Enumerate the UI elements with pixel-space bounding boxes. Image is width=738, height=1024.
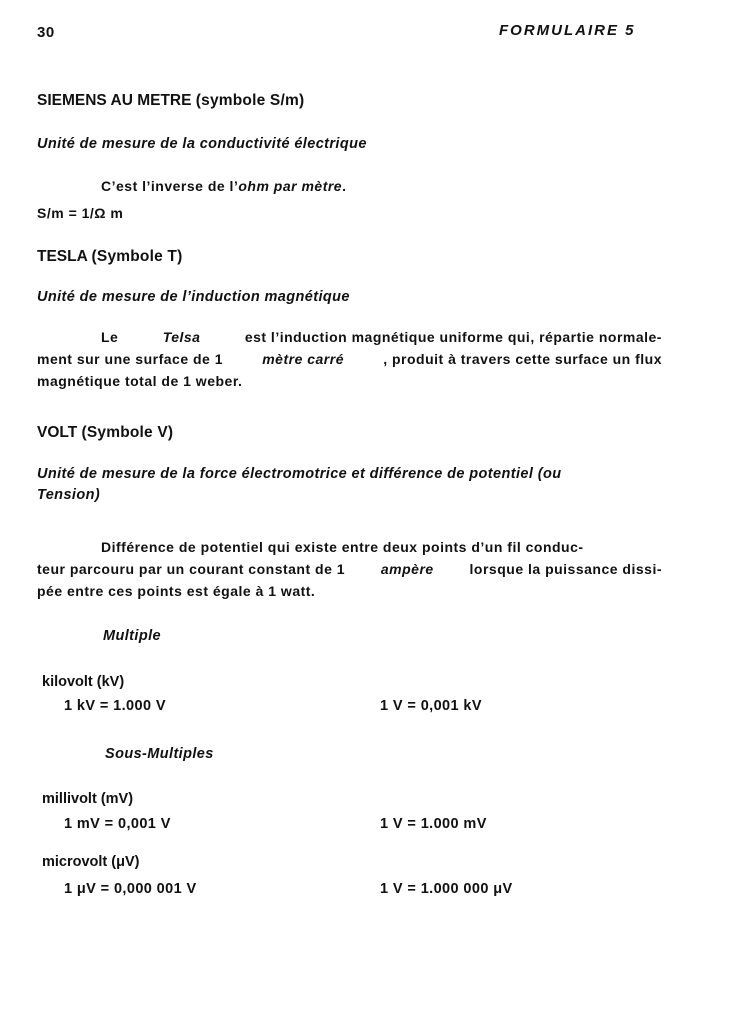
- siemens-title: SIEMENS AU METRE: [37, 92, 192, 109]
- volt-line-2-italic: ampère: [380, 561, 434, 577]
- tesla-line-1: [37, 326, 662, 348]
- multiple-label: Multiple: [103, 628, 161, 644]
- tesla-subtitle: Unité de mesure de l’induction magnétique: [37, 289, 350, 305]
- tesla-symbol: (Symbole T): [91, 248, 183, 265]
- running-title: FORMULAIRE 5: [499, 22, 636, 39]
- tesla-line-3: magnétique total de 1 weber.: [37, 373, 243, 389]
- tesla-title: TESLA: [37, 248, 88, 265]
- tesla-line-2: [37, 348, 662, 370]
- submultiples-label: Sous-Multiples: [105, 746, 214, 762]
- tesla-line-2-b: , produit à travers cette surface un flux: [383, 351, 662, 367]
- tesla-line-1-italic: Telsa: [162, 329, 201, 345]
- tesla-heading: [37, 248, 182, 266]
- millivolt-name: millivolt (mV): [42, 791, 134, 807]
- volt-subtitle: [37, 466, 662, 503]
- page-number: 30: [37, 24, 55, 41]
- tesla-line-2-a: ment sur une surface de 1: [37, 351, 224, 367]
- kilovolt-formula-right: 1 V = 0,001 kV: [380, 698, 482, 714]
- microvolt-name: microvolt (μV): [42, 854, 140, 870]
- volt-subtitle-line-1: Unité de mesure de la force électromotrice et différence de potentiel (ou: [37, 466, 562, 482]
- kilovolt-name: kilovolt (kV): [42, 674, 125, 690]
- tesla-line-1-a: Le: [101, 329, 119, 345]
- siemens-subtitle: Unité de mesure de la conductivité électrique: [37, 136, 367, 152]
- tesla-paragraph: [37, 326, 662, 392]
- millivolt-formula-left: 1 mV = 0,001 V: [64, 816, 171, 832]
- kilovolt-formula-left: 1 kV = 1.000 V: [64, 698, 166, 714]
- tesla-line-1-b: est l’induction magnétique uniforme qui, répartie normale-: [244, 329, 662, 345]
- volt-paragraph: [37, 536, 662, 602]
- millivolt-formula-right: 1 V = 1.000 mV: [380, 816, 487, 832]
- siemens-para-text: C’est l’inverse de l’: [101, 178, 239, 194]
- tesla-line-2-italic: mètre carré: [262, 351, 344, 367]
- siemens-paragraph: [101, 175, 346, 197]
- volt-heading: [37, 424, 173, 442]
- siemens-heading: [37, 92, 304, 110]
- volt-symbol: (Symbole V): [81, 424, 174, 441]
- siemens-para-end: .: [342, 178, 347, 194]
- microvolt-formula-left: 1 μV = 0,000 001 V: [64, 881, 197, 897]
- volt-line-2-b: lorsque la puissance dissi-: [469, 561, 662, 577]
- microvolt-formula-right: 1 V = 1.000 000 μV: [380, 881, 513, 897]
- volt-line-1: Différence de potentiel qui existe entre deux points d’un fil conduc-: [101, 539, 584, 555]
- volt-title: VOLT: [37, 424, 78, 441]
- volt-line-2: [37, 558, 662, 580]
- volt-subtitle-line-2: Tension): [37, 487, 101, 503]
- siemens-formula: S/m = 1/Ω m: [37, 205, 124, 221]
- siemens-symbol: (symbole S/m): [195, 92, 305, 109]
- volt-line-3: pée entre ces points est égale à 1 watt.: [37, 583, 316, 599]
- volt-line-2-a: teur parcouru par un courant constant de 1: [37, 561, 346, 577]
- siemens-para-italic: ohm par mètre: [238, 178, 343, 194]
